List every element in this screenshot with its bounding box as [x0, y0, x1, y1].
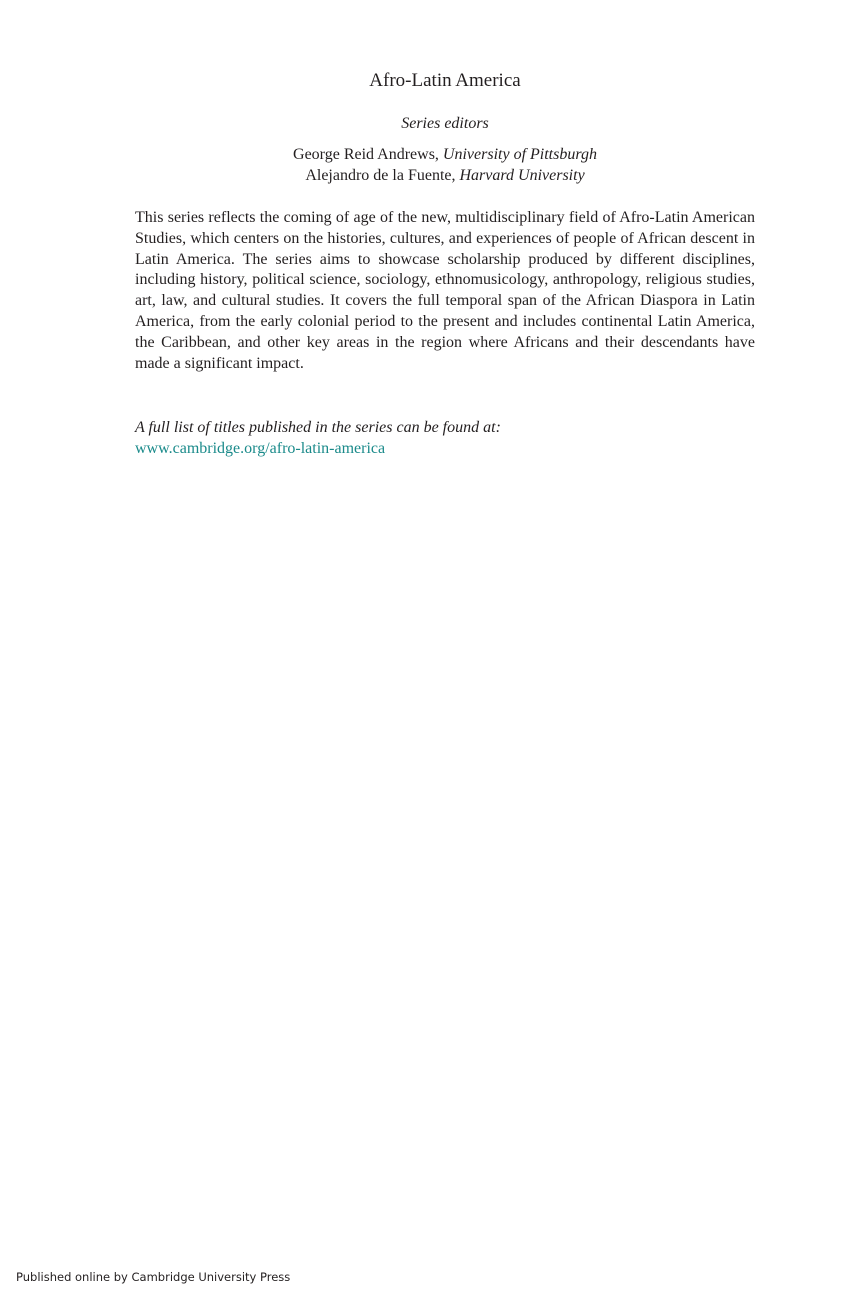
editor-entry: [0, 144, 864, 166]
titles-list-note: A full list of titles published in the series can be found at:: [135, 419, 501, 436]
published-online-footer: Published online by Cambridge University Press: [16, 1270, 291, 1284]
series-description: This series reflects the coming of age of the new, multidisciplinary field of Afro-Latin American Studies, which centers on the histories, cultures, and experiences of people of African descent in Latin America. The series aims to showcase scholarship produced by different disciplines, including history, political science, sociology, ethnomusicology, anthropology, religious studies, art, law, and cultural studies. It covers the full temporal span of the African Diaspora in Latin America, from the early colonial period to the present and includes continental Latin America, the Caribbean, and other key areas in the region where Africans and their descendants have made a significant impact.: [135, 209, 755, 372]
editor-name: George Reid Andrews,: [293, 146, 443, 163]
editor-name: Alejandro de la Fuente,: [305, 167, 460, 184]
series-website-link[interactable]: www.cambridge.org/afro-latin-america: [135, 440, 386, 457]
page-title: Afro-Latin America: [369, 70, 521, 91]
editor-affiliation: Harvard University: [459, 167, 585, 184]
editor-affiliation: University of Pittsburgh: [442, 146, 597, 163]
series-editors-label: Series editors: [401, 115, 489, 132]
editor-entry: [0, 165, 864, 187]
